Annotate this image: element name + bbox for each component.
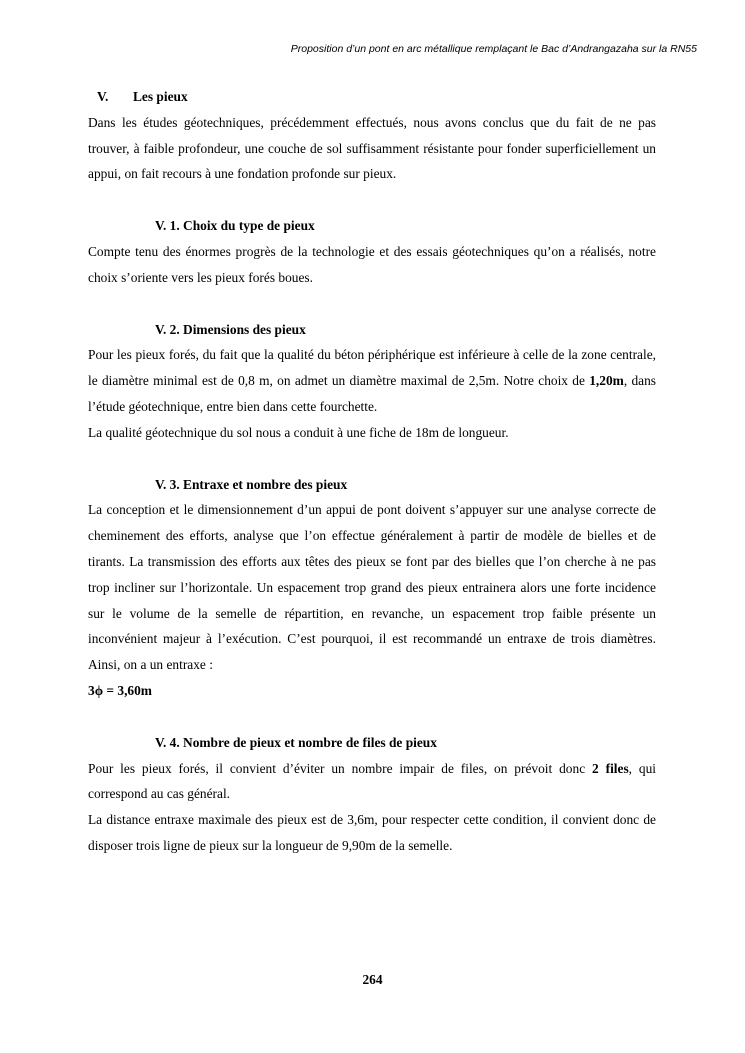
- subsection-heading-files: V. 4. Nombre de pieux et nombre de files de pieux: [155, 734, 437, 750]
- section-heading: [88, 84, 656, 110]
- subsection-files-paragraph: Pour les pieux forés, il convient d’éviter un nombre impair de files, on prévoit donc 2 files, qui correspond au cas général.: [88, 760, 657, 802]
- diameter-value: 1,20m: [589, 373, 624, 389]
- subsection-dimensions-paragraph: Pour les pieux forés, du fait que la qualité du béton périphérique est inférieure à celle de la zone centrale, le diamètre minimal est de 0,8 m, on admet un diamètre maximal de 2,5m. Notre choix de 1,20m, dans l’étude géotechnique, entre bien dans cette fourchette.: [88, 347, 656, 414]
- subsection-heading-dimensions: V. 2. Dimensions des pieux: [155, 321, 306, 337]
- subsection-files-paragraph-2: La distance entraxe maximale des pieux est de 3,6m, pour respecter cette condition, il convient donc de disposer trois ligne de pieux sur la longueur de 9,90m de la semelle.: [88, 812, 656, 853]
- subsection-spacing-paragraph: La conception et le dimensionnement d’un appui de pont doivent s’appuyer sur une analyse correcte de cheminement des efforts, analyse que l’on effectue généralement à partir de modèle de bielles et de tirants. La transmission des efforts aux têtes des pieux se font par des bielles que l’on cherche à ne pas trop incliner sur l’horizontale. Un espacement trop grand des pieux entrainera alors une forte incidence sur le volume de la semelle de répartition, en revanche, un espacement trop faible présente un inconvénient majeur à l’exécution. C’est pourquoi, il est recommandé un entraxe de trois diamètres. Ainsi, on a un entraxe :: [88, 502, 656, 673]
- subsection-heading-choice: V. 1. Choix du type de pieux: [155, 218, 315, 234]
- subsection-heading-spacing: V. 3. Entraxe et nombre des pieux: [155, 476, 348, 492]
- document-body: [88, 84, 656, 859]
- section-intro-paragraph: Dans les études géotechniques, précédemment effectués, nous avons conclus que du fait de ne pas trouver, à faible profondeur, une couche de sol suffisamment résistante pour fonder superficiellement un appui, on fait recours à une fondation profonde sur pieux.: [88, 114, 656, 182]
- page-number: 264: [362, 972, 383, 987]
- section-title: Les pieux: [133, 89, 188, 104]
- files-count-value: 2 files: [592, 760, 629, 776]
- running-header: Proposition d’un pont en arc métallique remplaçant le Bac d’Andrangazaha sur la RN55: [290, 43, 697, 55]
- section-number: V.: [97, 89, 109, 104]
- subsection-choice-paragraph: Compte tenu des énormes progrès de la technologie et des essais géotechniques qu’on a réalisés, notre choix s’oriente vers les pieux forés boues.: [88, 243, 656, 285]
- subsection-dimensions-paragraph-2: La qualité géotechnique du sol nous a conduit à une fiche de 18m de longueur.: [88, 424, 509, 440]
- spacing-formula: 3ϕ = 3,60m: [88, 682, 152, 698]
